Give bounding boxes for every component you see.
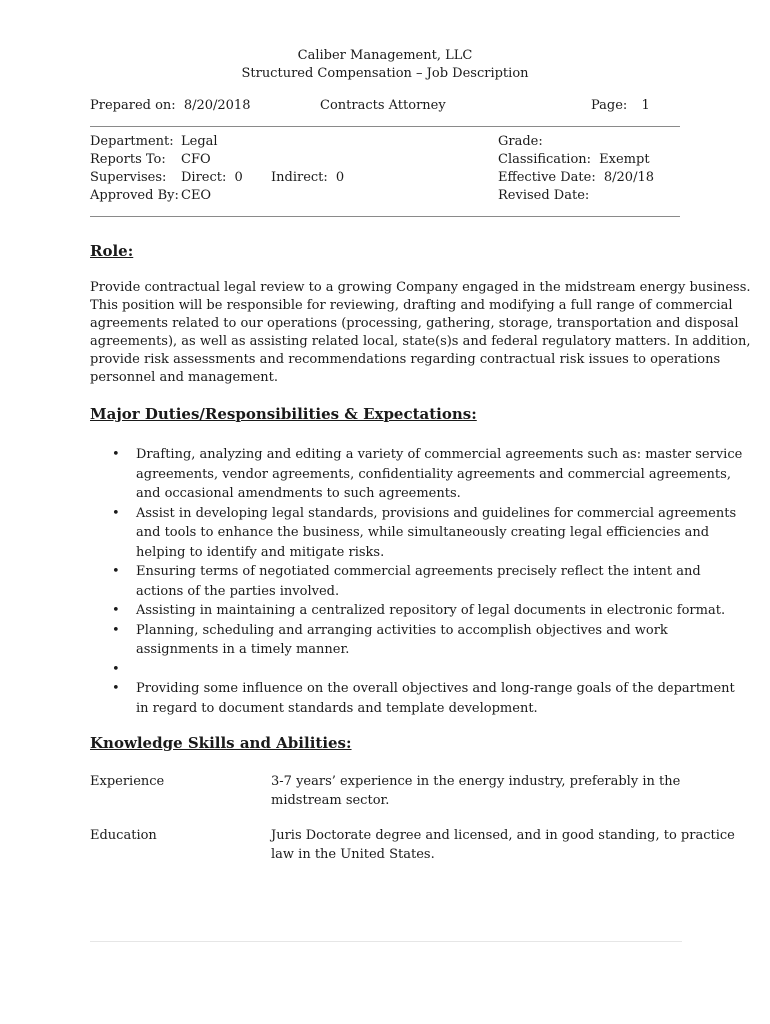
- education-label: Education: [90, 828, 157, 843]
- education-line: law in the United States.: [271, 847, 435, 862]
- duty-line: assignments in a timely manner.: [136, 642, 350, 657]
- experience-value: [271, 772, 691, 810]
- role-line: provide risk assessments and recommendations regarding contractual risk issues to operations: [90, 352, 721, 367]
- document-title: Structured Compensation – Job Description: [241, 66, 529, 81]
- role-line: personnel and management.: [90, 370, 278, 385]
- duty-line: Providing some influence on the overall objectives and long-range goals of the department: [136, 681, 735, 696]
- footer-divider: [90, 941, 682, 942]
- bullet-icon: •: [112, 661, 120, 677]
- department-value: Legal: [181, 134, 218, 149]
- revised-date-label: Revised Date:: [498, 188, 590, 203]
- header-divider: [90, 126, 680, 127]
- duty-item-empty: [110, 660, 682, 680]
- role-line: This position will be responsible for reviewing, drafting and modifying a full range of commercial: [90, 298, 733, 313]
- supervises-label: Supervises:: [90, 170, 167, 185]
- page-value: 1: [641, 98, 650, 113]
- experience-label: Experience: [90, 774, 165, 789]
- classification-label: Classification:: [498, 152, 592, 167]
- prepared-on-label: Prepared on:: [90, 98, 176, 113]
- bullet-icon: •: [112, 681, 120, 696]
- job-title: Contracts Attorney: [320, 98, 446, 113]
- education-line: Juris Doctorate degree and licensed, and in good standing, to practice: [271, 828, 735, 843]
- bullet-icon: •: [112, 622, 120, 638]
- reports-to-label: Reports To:: [90, 152, 166, 167]
- duty-line: Assist in developing legal standards, provisions and guidelines for commercial agreements: [136, 505, 737, 521]
- experience-line: 3-7 years’ experience in the energy industry, preferably in the: [271, 774, 681, 789]
- duty-line: and occasional amendments to such agreements.: [136, 486, 461, 501]
- direct-label: Direct:: [181, 170, 227, 185]
- duty-item: [110, 562, 701, 601]
- page-number: [591, 97, 650, 115]
- duty-line: in regard to document standards and template development.: [136, 700, 538, 716]
- effective-date-value: 8/20/18: [603, 170, 654, 185]
- duty-line: agreements, vendor agreements, confidentiality agreements and commercial agreements,: [136, 466, 731, 482]
- reports-to-value: CFO: [181, 152, 211, 167]
- duty-line: and tools to enhance the business, while simultaneously creating legal efficiencies and: [136, 525, 710, 540]
- approved-by-label: Approved By:: [90, 188, 179, 203]
- indirect-reports: [271, 169, 344, 187]
- department-label: Department:: [90, 134, 174, 149]
- experience-line: midstream sector.: [271, 793, 390, 808]
- prepared-on-value: 8/20/2018: [183, 98, 251, 113]
- duty-item: [110, 445, 743, 504]
- grade: [498, 133, 547, 151]
- ksa-heading: Knowledge Skills and Abilities:: [90, 734, 352, 752]
- approved-by-value: CEO: [181, 188, 212, 203]
- role-paragraph: [90, 279, 751, 387]
- effective-date-label: Effective Date:: [498, 170, 596, 185]
- role-line: agreements related to our operations (processing, gathering, storage, transportation and disposal: [90, 316, 739, 331]
- duty-line: Drafting, analyzing and editing a variety of commercial agreements such as: master service: [136, 447, 743, 462]
- direct-reports: [181, 169, 243, 187]
- duty-item: [110, 621, 682, 660]
- duty-line: Assisting in maintaining a centralized repository of legal documents in electronic format.: [136, 603, 726, 618]
- duties-list: [110, 445, 743, 718]
- duty-line: Ensuring terms of negotiated commercial agreements precisely reflect the intent and: [136, 564, 701, 579]
- effective-date: [498, 169, 654, 187]
- duty-line: actions of the parties involved.: [136, 583, 340, 599]
- indirect-label: Indirect:: [271, 170, 328, 185]
- role-line: Provide contractual legal review to a growing Company engaged in the midstream energy business.: [90, 280, 751, 295]
- bullet-icon: •: [112, 505, 120, 521]
- duty-item: [110, 679, 735, 718]
- page-label: Page:: [591, 98, 628, 113]
- info-divider: [90, 216, 680, 217]
- duty-line: Planning, scheduling and arranging activities to accomplish objectives and work: [136, 622, 668, 638]
- prepared-on: [90, 97, 250, 115]
- grade-label: Grade:: [498, 134, 543, 149]
- duty-line: helping to identify and mitigate risks.: [136, 544, 385, 560]
- indirect-value: 0: [335, 170, 345, 185]
- company-name: Caliber Management, LLC: [297, 48, 473, 63]
- bullet-icon: •: [112, 564, 120, 579]
- duty-item: [110, 601, 726, 621]
- role-heading: Role:: [90, 242, 134, 260]
- duty-item: [110, 504, 737, 563]
- bullet-icon: •: [112, 603, 120, 618]
- direct-value: 0: [234, 170, 243, 185]
- classification-value: Exempt: [599, 152, 650, 167]
- duties-heading: Major Duties/Responsibilities & Expectations:: [90, 405, 477, 423]
- role-line: agreements), as well as assisting related local, state(s)s and federal regulatory matters. In addition,: [90, 334, 751, 349]
- classification: [498, 151, 650, 169]
- revised-date: [498, 187, 593, 205]
- education-value: [271, 826, 735, 864]
- bullet-icon: •: [112, 447, 120, 462]
